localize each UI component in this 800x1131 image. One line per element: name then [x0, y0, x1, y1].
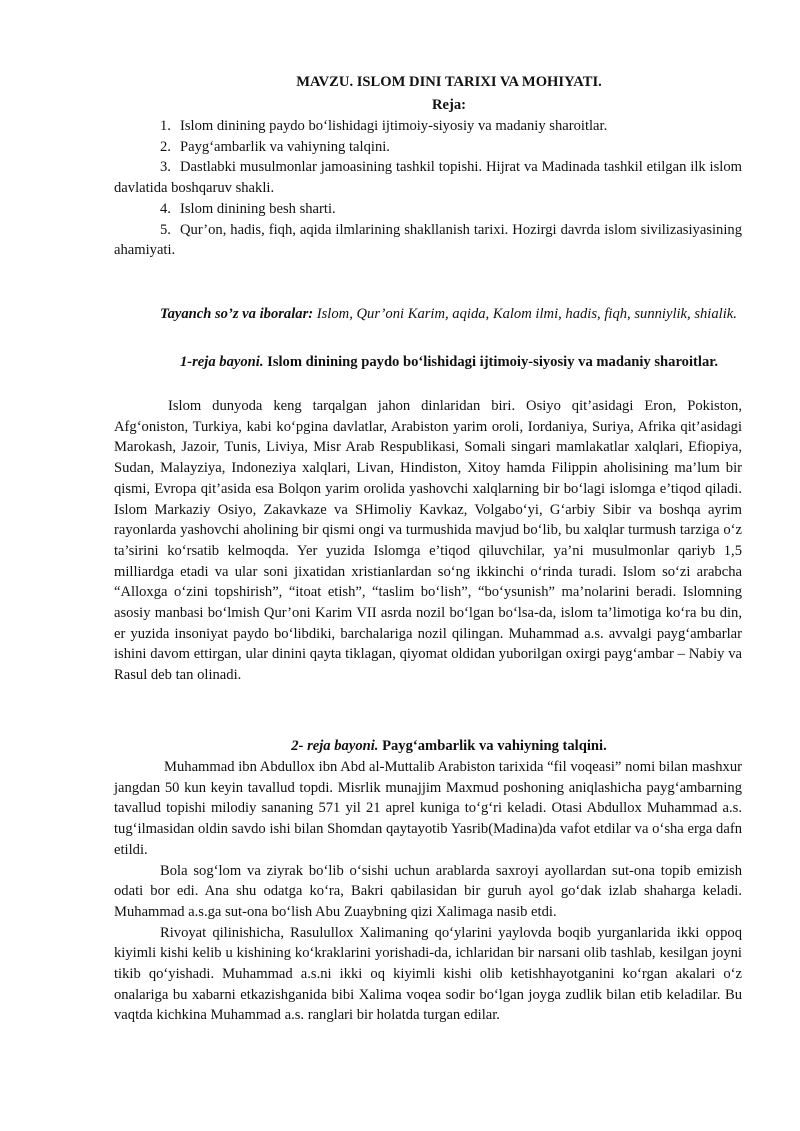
plan-item: 1. Islom dinining paydo bo‘lishidagi ijtimoiy-siyosiy va madaniy sharoitlar. — [160, 118, 608, 134]
plan-item: 2. Payg‘ambarlik va vahiyning talqini. — [160, 138, 390, 155]
keywords-text: Islom, Qur’oni Karim, aqida, Kalom ilmi, hadis, fiqh, sunniylik, shialik. — [316, 305, 737, 322]
section-2-title: Payg‘ambarlik va vahiyning talqini. — [382, 738, 607, 754]
plan-item: 3. Dastlabki musulmonlar jamoasining tashkil topishi. Hijrat va Madinada tashkil etilgan ilk islom davlatida boshqaruv shakli. — [114, 159, 742, 197]
section-2-paragraph: Muhammad ibn Abdullox ibn Abd al-Muttalib Arabiston tarixida “fil voqeasi” nomi bilan mashxur jangdan 50 kun keyin tavallud topdi. Misrlik munajjim Maxmud poshoning aniqlashicha payg‘ambarning tavallud topishi milodiy sananing 571 yil 21 aprel kuniga to‘g‘ri keladi. Otasi Abdullox Muhammad a.s. tug‘ilmasidan oldin savdo ishi bilan Shomdan qaytayotib Yasrib(Madina)da vafot etdilar va o‘sha erga dafn etildi. — [114, 759, 742, 858]
keywords-paragraph — [114, 304, 742, 325]
section-1-prefix: 1-reja bayoni. — [179, 354, 264, 370]
keywords-label: Tayanch so’z va iboralar: — [160, 305, 314, 322]
plan-label: Reja: — [431, 97, 467, 113]
plan-item: 4. Islom dinining besh sharti. — [160, 200, 336, 217]
page-title: MAVZU. ISLOM DINI TARIXI VA MOHIYATI. — [296, 74, 602, 90]
section-2-prefix: 2- reja bayoni. — [291, 738, 379, 754]
section-2-paragraph: Rivoyat qilinishicha, Rasulullox Xalimaning qo‘ylarini yaylovda boqib yurganlarida ikki oppoq kiyimli kishi kelib u kishining ko‘kraklarini yorishadi-da, ichlaridan bir narsani olib tashlab, kesilgan joyni tikib qo‘yishadi. Muhammad a.s.ni ikki oq kiyimli kishi olib ketishhayotganini ko‘rgan akalari o‘z onalariga bu xabarni etkazishganida bibi Xalima voqea sodir bo‘lgan joyga zudlik bilan etib keladilar. Bu vaqtda kichkina Muhammad a.s. ranglari bir holatda turgan edilar. — [114, 924, 742, 1024]
section-2-heading — [118, 736, 780, 757]
section-1-title: Islom dinining paydo bo‘lishidagi ijtimoiy-siyosiy va madaniy sharoitlar. — [267, 354, 719, 370]
section-1-paragraph: Islom dunyoda keng tarqalgan jahon dinlaridan biri. Osiyo qit’asidagi Eron, Pokiston, Afg‘oniston, Turkiya, kabi ko‘pgina davlatlar, Arabiston yarim oroli, Iordaniya, Suriya, Afrika qit’asidagi Marokash, Jazoir, Tunis, Liviya, Misr Arab Respublikasi, Somali singari mamlakatlar xalqlari, Efiopiya, Sudan, Malayziya, Indoneziya xalqlari, Livan, Hindiston, Xitoy hamda Filippin aholisining ma’lum bir qismi, Evropa qit’asida esa Bolqon yarim orolida yashovchi xalqlarning bir bo‘lagi islomga e’tiqod qiladi. Islom Markaziy Osiyo, Zakavkaze va SHimoliy Kavkaz, Volgabo‘yi, G‘arbiy Sibir va boshqa ayrim rayonlarda yashovchi aholining bir qismi ongi va turmushida mavjud bo‘lib, bu xalqlar turmush tarziga o‘z ta’sirini ko‘rsatib kelmoqda. Yer yuzida Islomga e’tiqod qiluvchilar, ya’ni musulmonlar qariyb 1,5 milliardga etadi va ular soni jixatidan xristianlardan so‘ng ikkinchi o‘rinda turadi. Islom so‘zi arabcha “Alloxga o‘zini topshirish”, “itoat etish”, “taslim bo‘lish”, “bo‘ysunish” ma’nolarini beradi. Islomning asosiy manbasi bo‘lmish Qur’oni Karim VII asrda nozil bo‘lgan bo‘lsa-da, islom ta’limotiga ko‘ra bu din, er yuzida insoniyat paydo bo‘libdiki, barchalariga nozil qilingan. Muhammad a.s. avvalgi payg‘ambarlar ishini davom ettirgan, ular dinini qayta tiklagan, qiyomat oldidan yuborilgan oxirgi payg‘ambar – Nabiy va Rasul deb tan olinadi. — [114, 398, 742, 684]
section-2-body — [114, 757, 742, 1026]
plan-list — [114, 116, 742, 261]
section-1-heading — [118, 352, 780, 373]
section-2-paragraph: Bola sog‘lom va ziyrak bo‘lib o‘sishi uchun arablarda saxroyi ayollardan sut-ona topib emizish odati bor edi. Ana shu odatga ko‘ra, Bakri qabilasidan bir guruh ayol go‘dak izlab shaharga keladi. Muhammad a.s.ga sut-ona bo‘lish Abu Zuaybning qizi Xalimaga nasib etdi. — [114, 862, 742, 920]
plan-item: 5. Qur’on, hadis, fiqh, aqida ilmlarining shakllanish tarixi. Hozirgi davrda islom sivilizasiyasining ahamiyati. — [114, 221, 742, 259]
